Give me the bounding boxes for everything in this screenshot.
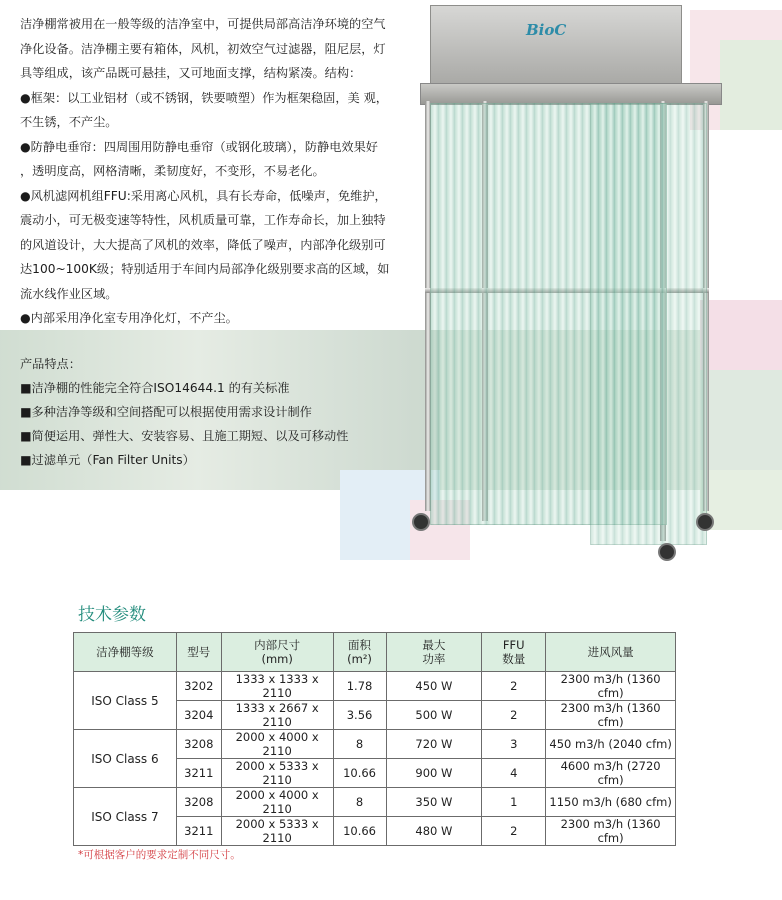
features-heading: 产品特点： (20, 357, 81, 371)
feature-item: ■过滤单元（Fan Filter Units） (20, 453, 195, 467)
model-cell: 3204 (176, 701, 221, 730)
table-row (74, 730, 676, 759)
caster-wheel (658, 543, 676, 561)
product-features (20, 352, 420, 472)
intro-line: ●框架：以工业铝材（或不锈钢，铁要喷塑）作为框架稳固，美 观， (20, 90, 388, 105)
col-header-area: 面积 (m²) (333, 633, 386, 672)
model-cell: 3208 (176, 788, 221, 817)
power-cell: 500 W (386, 701, 482, 730)
fan-filter-hood (430, 5, 682, 85)
intro-line: 的风道设计，大大提高了风机的效率，降低了噪声，内部净化级别可 (20, 237, 386, 252)
intro-line: ，透明度高，网格清晰，柔韧度好，不变形，不易老化。 (20, 164, 325, 178)
intro-line: 达100~100K级；特别适用于车间内局部净化级别要求高的区域，如 (20, 262, 390, 276)
col-header-model: 型号 (176, 633, 221, 672)
class-cell: ISO Class 6 (74, 730, 177, 788)
size-cell: 1333 x 2667 x 2110 (221, 701, 333, 730)
col-header-class: 洁净棚等级 (74, 633, 177, 672)
model-cell: 3211 (176, 759, 221, 788)
airflow-cell: 450 m3/h (2040 cfm) (546, 730, 676, 759)
size-cell: 2000 x 4000 x 2110 (221, 730, 333, 759)
power-cell: 480 W (386, 817, 482, 846)
anti-static-curtain (590, 103, 707, 545)
power-cell: 350 W (386, 788, 482, 817)
feature-item: ■简便运用、弹性大、安装容易、且施工期短、以及可移动性 (20, 429, 349, 443)
col-header-airflow: 进风风量 (546, 633, 676, 672)
area-cell: 8 (333, 788, 386, 817)
intro-line: 净化设备。洁净棚主要有箱体，风机，初效空气过滤器，阻尼层，灯 (20, 41, 386, 56)
caster-wheel (412, 513, 430, 531)
intro-line: ●内部采用净化室专用净化灯，不产尘。 (20, 311, 238, 325)
intro-line: ●风机滤网机组FFU:采用离心风机，具有长寿命，低噪声，免维护， (20, 188, 387, 203)
col-header-ffu: FFU 数量 (482, 633, 546, 672)
power-cell: 720 W (386, 730, 482, 759)
model-cell: 3202 (176, 672, 221, 701)
hood-frame (420, 83, 722, 105)
power-cell: 900 W (386, 759, 482, 788)
airflow-cell: 4600 m3/h (2720 cfm) (546, 759, 676, 788)
area-cell: 10.66 (333, 817, 386, 846)
col-header-power: 最大 功率 (386, 633, 482, 672)
intro-line: 洁净棚常被用在一般等级的洁净室中，可提供局部高洁净环境的空气 (20, 17, 386, 31)
table-header-row (74, 633, 676, 672)
intro-line: 不生锈，不产尘。 (20, 115, 118, 129)
size-cell: 2000 x 5333 x 2110 (221, 759, 333, 788)
table-row (74, 672, 676, 701)
ffu-cell: 4 (482, 759, 546, 788)
model-cell: 3208 (176, 730, 221, 759)
intro-line: 具等组成，该产品既可悬挂，又可地面支撑，结构紧凑。结构： (20, 66, 362, 80)
size-cell: 2000 x 4000 x 2110 (221, 788, 333, 817)
intro-description (20, 12, 395, 331)
intro-line: 震动小，可无极变速等特性，风机质量可靠，工作寿命长，加上独特 (20, 213, 386, 227)
power-cell: 450 W (386, 672, 482, 701)
caster-wheel (696, 513, 714, 531)
intro-line: ●防静电垂帘：四周围用防静电垂帘（或钢化玻璃），防静电效果好 (20, 139, 378, 154)
airflow-cell: 2300 m3/h (1360 cfm) (546, 817, 676, 846)
airflow-cell: 2300 m3/h (1360 cfm) (546, 701, 676, 730)
size-cell: 1333 x 1333 x 2110 (221, 672, 333, 701)
area-cell: 1.78 (333, 672, 386, 701)
ffu-cell: 2 (482, 701, 546, 730)
size-cell: 2000 x 5333 x 2110 (221, 817, 333, 846)
spec-title: 技术参数 (78, 605, 146, 625)
brand-logo: BioC (526, 21, 567, 39)
ffu-cell: 2 (482, 817, 546, 846)
feature-item: ■多种洁净等级和空间搭配可以根据使用需求设计制作 (20, 405, 312, 419)
ffu-cell: 1 (482, 788, 546, 817)
ffu-cell: 2 (482, 672, 546, 701)
area-cell: 3.56 (333, 701, 386, 730)
col-header-size: 内部尺寸 (mm) (221, 633, 333, 672)
spec-table (73, 632, 676, 846)
clean-booth-illustration (400, 5, 730, 565)
table-row (74, 788, 676, 817)
intro-line: 流水线作业区域。 (20, 286, 118, 301)
model-cell: 3211 (176, 817, 221, 846)
ffu-cell: 3 (482, 730, 546, 759)
class-cell: ISO Class 7 (74, 788, 177, 846)
custom-size-note: *可根据客户的要求定制不同尺寸。 (78, 849, 241, 861)
class-cell: ISO Class 5 (74, 672, 177, 730)
airflow-cell: 2300 m3/h (1360 cfm) (546, 672, 676, 701)
airflow-cell: 1150 m3/h (680 cfm) (546, 788, 676, 817)
area-cell: 8 (333, 730, 386, 759)
area-cell: 10.66 (333, 759, 386, 788)
feature-item: ■洁净棚的性能完全符合ISO14644.1 的有关标准 (20, 381, 290, 395)
